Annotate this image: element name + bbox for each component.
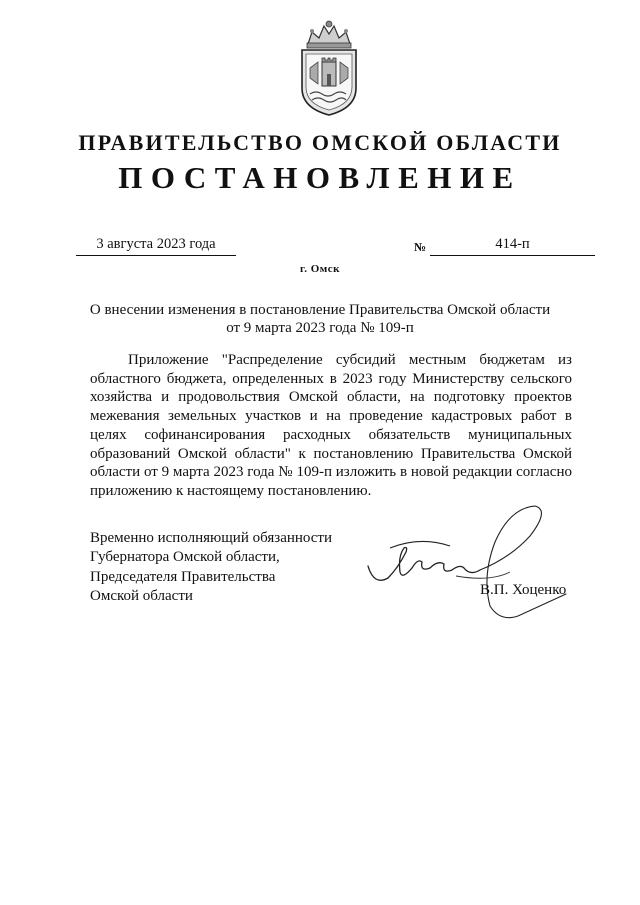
decree-number: 414-п xyxy=(430,236,595,256)
signer-position-line-4: Омской области xyxy=(90,587,193,604)
city-label: г. Омск xyxy=(299,263,341,275)
decree-subject xyxy=(80,301,560,337)
subject-line-1: О внесении изменения в постановление Правительства Омской области xyxy=(89,302,551,318)
signer-position-line-2: Губернатора Омской области, xyxy=(90,549,280,566)
coat-of-arms-icon xyxy=(294,18,364,118)
handwritten-signature-icon xyxy=(360,496,590,626)
signer-position-line-1: Временно исполняющий обязанности xyxy=(90,530,333,546)
decree-date: 3 августа 2023 года xyxy=(76,236,236,256)
document-type-title: ПОСТАНОВЛЕНИЕ xyxy=(118,160,522,195)
signer-position-line-3: Председателя Правительства xyxy=(90,568,276,585)
signer-position xyxy=(90,529,332,606)
decree-body-paragraph: Приложение "Распределение субсидий местным бюджетам из областного бюджета, определенных в 2023 году Министерству сельского хозяйства и продовольствия Омской области, на подготовку проектов межевания земельных участков и на проведение кадастровых работ в целях софинансирования расходных обязательств муниципальных образований Омской области" к постановлению Правительства Омской области от 9 марта 2023 года № 109-п изложить в новой редакции согласно приложению к настоящему постановлению. xyxy=(90,352,572,499)
signer-name: В.П. Хоценко xyxy=(480,582,567,598)
number-sign: № xyxy=(414,240,427,254)
organization-title: ПРАВИТЕЛЬСТВО ОМСКОЙ ОБЛАСТИ xyxy=(78,130,562,155)
subject-line-2: от 9 марта 2023 года № 109-п xyxy=(226,320,414,336)
